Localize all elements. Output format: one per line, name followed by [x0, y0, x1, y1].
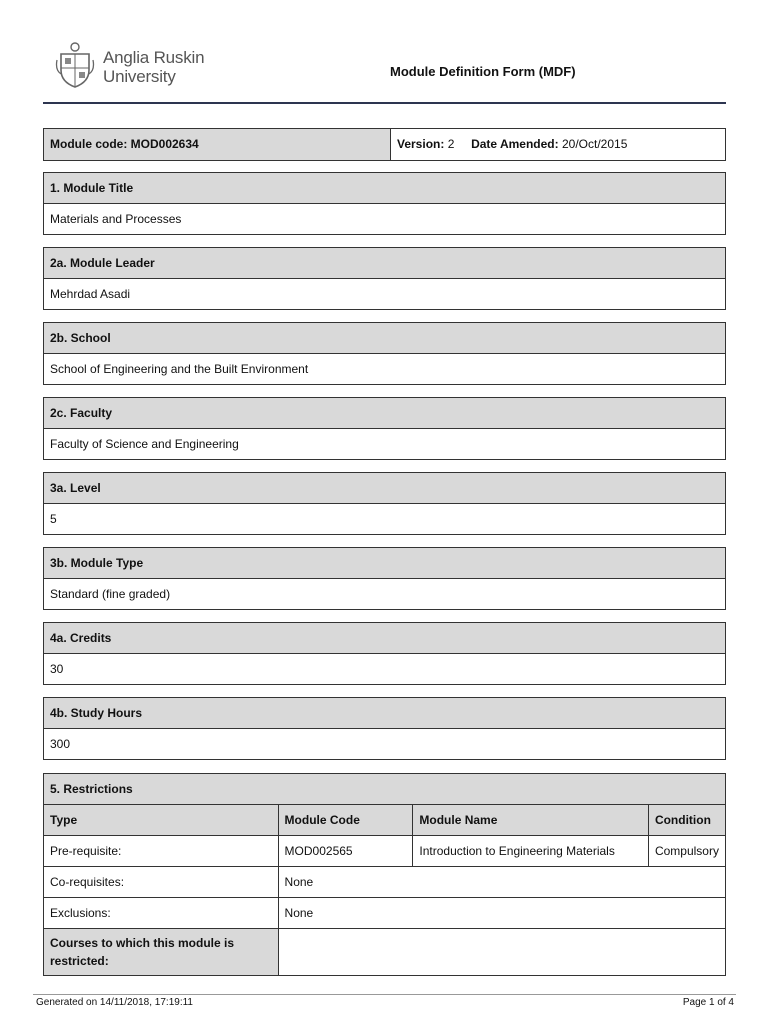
column-header: Condition: [648, 805, 725, 836]
version-value: 2: [447, 137, 455, 151]
table-row-corequisites: [44, 867, 726, 898]
column-header: Module Name: [413, 805, 649, 836]
section-heading: 4a. Credits: [44, 623, 725, 654]
section-faculty: [43, 397, 726, 460]
cell-value: None: [278, 898, 725, 929]
cell-type: Co-requisites:: [44, 867, 279, 898]
section-value: 5: [50, 512, 57, 526]
section-value: Faculty of Science and Engineering: [50, 437, 239, 451]
table-row-prerequisite: [44, 836, 726, 867]
section-heading: 3a. Level: [44, 473, 725, 504]
university-logo: [55, 40, 235, 92]
cell-condition: Compulsory: [648, 836, 725, 867]
cell-value: None: [278, 867, 725, 898]
column-header: Module Code: [278, 805, 413, 836]
section-value: Standard (fine graded): [50, 587, 171, 601]
logo-line-2: University: [103, 67, 176, 86]
section-heading: 1. Module Title: [44, 173, 725, 204]
date-amended-value: 20/Oct/2015: [561, 137, 628, 151]
section-module-leader: [43, 247, 726, 310]
module-code: Module code: MOD002634: [44, 129, 391, 160]
section-module-title: [43, 172, 726, 235]
header-divider: [43, 102, 726, 104]
section-credits: [43, 622, 726, 685]
section-value: Mehrdad Asadi: [50, 287, 131, 301]
date-amended-label: Date Amended:: [471, 137, 559, 151]
crest-icon: [55, 40, 95, 88]
footer-divider: [33, 994, 736, 995]
cell-value: [278, 929, 725, 976]
section-level: [43, 472, 726, 535]
section-heading: 3b. Module Type: [44, 548, 725, 579]
restrictions-table: [43, 773, 726, 976]
logo-wordmark: [103, 48, 204, 86]
document-title: Module Definition Form (MDF): [390, 64, 576, 79]
section-heading: 2b. School: [44, 323, 725, 354]
module-code-row: [43, 128, 726, 161]
version-label: Version:: [397, 137, 445, 151]
restrictions-heading: 5. Restrictions: [44, 774, 726, 805]
table-header-row: [44, 805, 726, 836]
cell-module-code: MOD002565: [278, 836, 413, 867]
restrictions-title-row: [44, 774, 726, 805]
table-row-exclusions: [44, 898, 726, 929]
section-heading: 2c. Faculty: [44, 398, 725, 429]
section-value: 300: [50, 737, 71, 751]
cell-type: Exclusions:: [44, 898, 279, 929]
section-heading: 2a. Module Leader: [44, 248, 725, 279]
section-heading: 4b. Study Hours: [44, 698, 725, 729]
column-header: Type: [44, 805, 279, 836]
version-date: [391, 129, 725, 160]
cell-type: Pre-requisite:: [44, 836, 279, 867]
section-school: [43, 322, 726, 385]
page-number: Page 1 of 4: [682, 997, 734, 1008]
section-value: 30: [50, 662, 64, 676]
section-value: Materials and Processes: [50, 212, 182, 226]
section-module-type: [43, 547, 726, 610]
cell-type: Courses to which this module is restricted:: [44, 929, 279, 976]
section-value: School of Engineering and the Built Environment: [50, 362, 309, 376]
table-row-courses: [44, 929, 726, 976]
logo-line-1: Anglia Ruskin: [103, 48, 205, 67]
generated-timestamp: Generated on 14/11/2018, 17:19:11: [36, 997, 193, 1008]
cell-module-name: Introduction to Engineering Materials: [413, 836, 649, 867]
section-study-hours: [43, 697, 726, 760]
